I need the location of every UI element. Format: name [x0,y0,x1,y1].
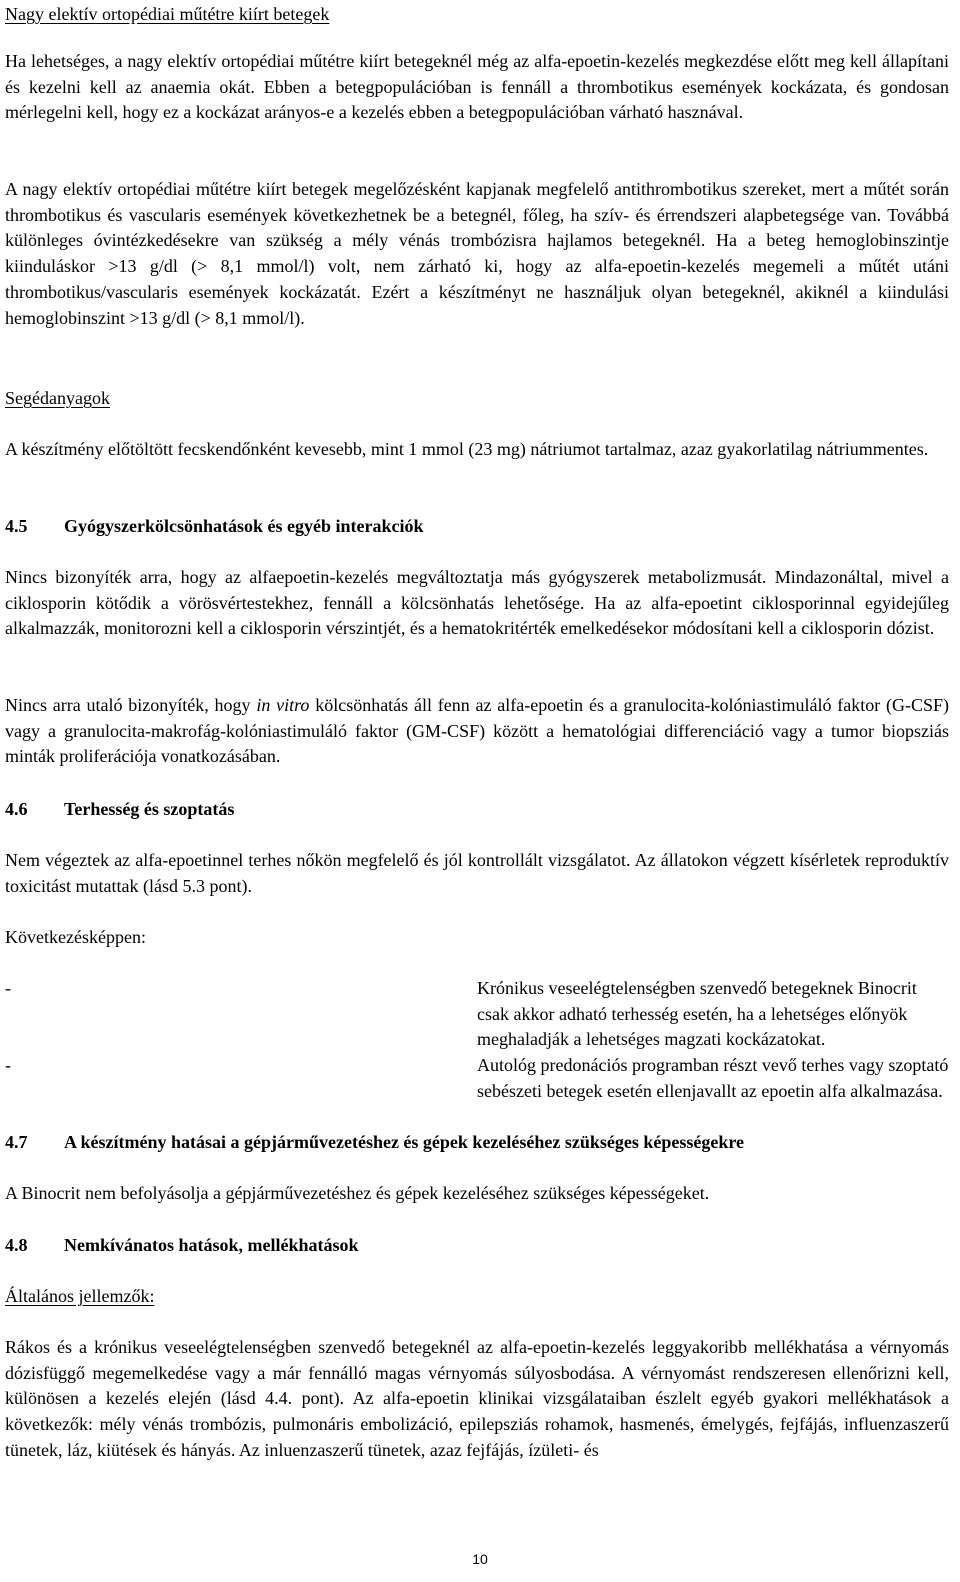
page-number: 10 [472,1551,488,1567]
section-number: 4.5 [5,516,28,536]
elective-surgery-subtitle: Nagy elektív ortopédiai műtétre kiírt betegek [5,4,330,24]
interactions-paragraph-2: Nincs arra utaló bizonyíték, hogy in vitro kölcsönhatás áll fenn az alfa-epoetin és a granulocita-kolóniastimuláló faktor (G-CSF) vagy a granulocita-makrofág-kolóniastimuláló faktor (GM-CSF) között a hematológiai differenciáció vagy a tumor biopsziás minták proliferációja vonatkozásában. [5,695,949,767]
general-characteristics-subtitle: Általános jellemzők: [5,1286,155,1306]
list-item [5,1053,949,1104]
section-number: 4.7 [5,1132,28,1152]
list-item-text: Autológ predonációs programban részt vevő terhes vagy szoptató sebészeti betegek esetén ellenjavallt az epoetin alfa alkalmazása. [477,1055,949,1101]
section-4-8-heading [5,1233,359,1259]
pregnancy-paragraph-2: Következésképpen: [5,927,146,947]
driving-paragraph: A Binocrit nem befolyásolja a gépjárművezetéshez és gépek kezeléséhez szükséges képességeket. [5,1183,710,1203]
section-number: 4.6 [5,799,28,819]
section-4-7-heading [5,1130,744,1156]
list-item [5,976,949,1053]
section-4-5-heading [5,514,424,540]
section-title: Terhesség és szoptatás [64,799,235,819]
elective-paragraph-2: A nagy elektív ortopédiai műtétre kiírt betegek megelőzésként kapjanak megfelelő antithrombotikus szereket, mert a műtét során thrombotikus és vascularis események következhetnek be a betegnél, főleg, ha szív- és érrendszeri alapbetegsége van. Továbbá különleges óvintézkedésekre van szükség a mély vénás trombózisra hajlamos betegeknél. Ha a beteg hemoglobinszintje kiinduláskor >13 g/dl (> 8,1 mmol/l) volt, nem zárható ki, hogy az alfa-epoetin-kezelés megemeli a műtét utáni thrombotikus/vascularis események kockázatát. Ezért a készítményt ne használjuk olyan betegeknél, akiknél a kiindulási hemoglobinszint >13 g/dl (> 8,1 mmol/l). [5,179,949,328]
list-item-text: Krónikus veseelégtelenségben szenvedő betegeknek Binocrit csak akkor adható terhesség esetén, ha a lehetséges előnyök meghaladják a lehetséges magzati kockázatokat. [477,978,917,1050]
section-title: Gyógyszerkölcsönhatások és egyéb interakciók [64,516,424,536]
interactions-paragraph-1: Nincs bizonyíték arra, hogy az alfaepoetin-kezelés megváltoztatja más gyógyszerek metabolizmusát. Mindazonáltal, mivel a ciklosporin kötődik a vörösvértestekhez, fennáll a kölcsönhatás lehetősége. Ha az alfa-epoetint ciklosporinnal egyidejűleg alkalmazzák, monitorozni kell a ciklosporin vérszintjét, és a hematokritérték emelkedésekor módosítani kell a ciklosporin dózist. [5,567,949,639]
pregnancy-paragraph-1: Nem végeztek az alfa-epoetinnel terhes nőkön megfelelő és jól kontrollált vizsgálatot. Az állatokon végzett kísérletek reproduktív toxicitást mutattak (lásd 5.3 pont). [5,850,949,896]
excipients-paragraph: A készítmény előtöltött fecskendőnként kevesebb, mint 1 mmol (23 mg) nátriumot tartalmaz, azaz gyakorlatilag nátriummentes. [5,439,929,459]
list-dash: - [5,978,11,998]
elective-paragraph-1: Ha lehetséges, a nagy elektív ortopédiai műtétre kiírt betegeknél még az alfa-epoetin-kezelés megkezdése előtt meg kell állapítani és kezelni kell az anaemia okát. Ebben a betegpopulációban is fennáll a thrombotikus események kockázata, és gondosan mérlegelni kell, hogy ez a kockázat arányos-e a kezelés ebben a betegpopulációban várható hasznával. [5,51,949,123]
section-title: A készítmény hatásai a gépjárművezetéshez és gépek kezeléséhez szükséges képességekre [64,1132,745,1152]
section-number: 4.8 [5,1235,28,1255]
section-title: Nemkívánatos hatások, mellékhatások [64,1235,359,1255]
italic-in-vitro: in vitro [256,695,310,715]
excipients-subtitle: Segédanyagok [5,388,110,408]
list-dash: - [5,1055,11,1075]
side-effects-paragraph: Rákos és a krónikus veseelégtelenségben szenvedő betegeknél az alfa-epoetin-kezelés leggyakoribb mellékhatása a vérnyomás dózisfüggő megemelkedése vagy a már fennálló magas vérnyomás súlyosbodása. A vérnyomást rendszeresen ellenőrizni kell, különösen a kezelés elején (lásd 4.4. pont). Az alfa-epoetin klinikai vizsgálataiban észlelt egyéb gyakori mellékhatások a következők: mély vénás trombózis, pulmonáris embolizáció, epilepsziás rohamok, hasmenés, émelygés, fejfájás, influenzaszerű tünetek, láz, kiütések és hányás. Az inluenzaszerű tünetek, azaz fejfájás, ízületi- és [5,1337,949,1460]
section-4-6-heading [5,797,234,823]
